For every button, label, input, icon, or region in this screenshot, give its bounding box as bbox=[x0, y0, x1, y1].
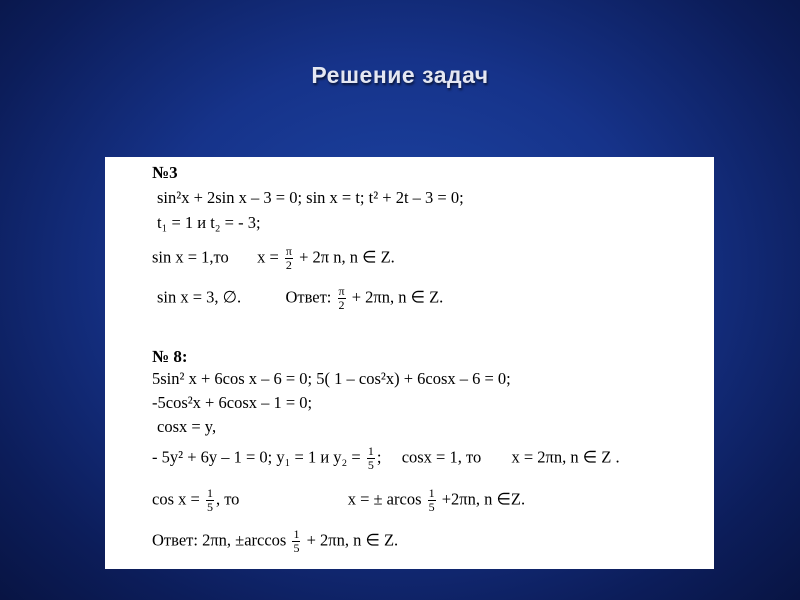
answer-suffix: + 2πn, n ∈ Z. bbox=[306, 530, 399, 550]
problem-3-roots-line: t₁ = 1 и t₂ = - 3; bbox=[157, 213, 261, 232]
case-1-x: x = bbox=[257, 247, 279, 267]
problem-8-header: № 8: bbox=[152, 347, 188, 366]
one-fifth-fraction: $\frac{1}{5}$ bbox=[293, 527, 300, 555]
problem-3-equation-line: sin²x + 2sin x – 3 = 0; sin x = t; t² + 2t – 3 = 0; bbox=[157, 188, 464, 207]
case-cosx-fifth: cos x = bbox=[152, 489, 200, 509]
case-cosx-1: cosx = 1, то bbox=[401, 447, 482, 467]
problem-3-case-2 bbox=[157, 285, 443, 312]
problem-8-line-5: cos x = $\frac{1}{5}$ , то x = ± arcos $\frac{1}{5}$ +2πn, n ∈Z. bbox=[152, 486, 526, 514]
one-fifth-fraction: $\frac{1}{5}$ bbox=[428, 486, 435, 514]
arccos-solution: x = ± arcos bbox=[347, 489, 422, 509]
answer-label: Ответ: bbox=[285, 287, 332, 307]
slide-title: Решение задач bbox=[311, 62, 489, 88]
answer-prefix: Ответ: 2πn, ±arccos bbox=[152, 530, 287, 550]
problem-3-header: №3 bbox=[152, 163, 178, 182]
solution-panel bbox=[105, 157, 714, 569]
problem-8-answer bbox=[152, 528, 398, 555]
case-1-period: + 2π n, n ∈ Z. bbox=[299, 247, 395, 267]
problem-3-case-1 bbox=[152, 245, 395, 272]
pi-over-2-fraction: $\frac{\pi}{2}$ bbox=[338, 284, 345, 312]
quadratic-roots: - 5y² + 6y – 1 = 0; y₁ = 1 и y₂ = bbox=[152, 447, 361, 467]
case-1-condition: sin x = 1,то bbox=[152, 247, 229, 267]
problem-8-line-1: 5sin² x + 6cos x – 6 = 0; 5( 1 – cos²x) + 6cosx – 6 = 0; bbox=[152, 369, 511, 388]
problem-8-substitution: cosx = y, bbox=[157, 417, 217, 436]
one-fifth-fraction: $\frac{1}{5}$ bbox=[367, 444, 374, 472]
arccos-period: +2πn, n ∈Z. bbox=[441, 489, 526, 509]
answer-period: + 2πn, n ∈ Z. bbox=[351, 287, 444, 307]
case-cosx-1-solution: x = 2πn, n ∈ Z . bbox=[511, 447, 620, 467]
case-2-condition: sin x = 3, ∅. bbox=[157, 287, 242, 307]
problem-8-line-2: -5cos²x + 6cosx – 1 = 0; bbox=[152, 393, 313, 412]
problem-8-line-4: - 5y² + 6y – 1 = 0; y₁ = 1 и y₂ = $\frac{1}{5}$ ; cosx = 1, то x = 2πn, n ∈ Z . bbox=[152, 444, 620, 472]
pi-over-2-fraction: $\frac{\pi}{2}$ bbox=[285, 244, 292, 272]
one-fifth-fraction: $\frac{1}{5}$ bbox=[206, 486, 213, 514]
